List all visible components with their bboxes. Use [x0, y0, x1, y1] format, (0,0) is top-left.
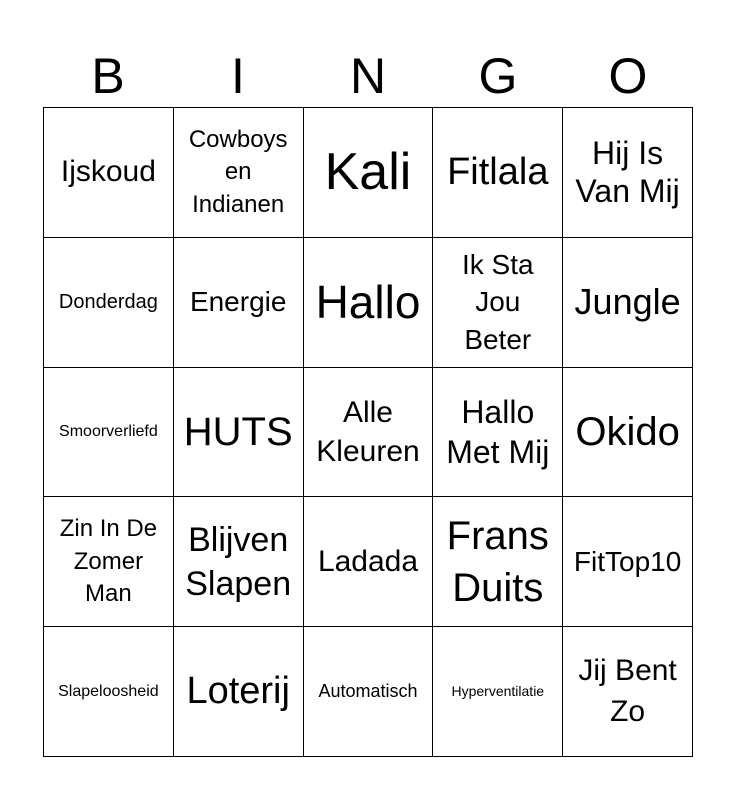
bingo-cell-text: FitTop10 [573, 545, 682, 577]
bingo-cell-text: Smoorverliefd [59, 423, 158, 441]
bingo-cell-text: Alle Kleuren [316, 395, 420, 468]
header-letter-o: O [608, 48, 648, 104]
bingo-cell-text: Automatisch [318, 680, 418, 701]
bingo-cell-text: Frans Duits [446, 513, 549, 610]
bingo-cell[interactable] [433, 497, 563, 627]
bingo-cell[interactable] [304, 368, 434, 498]
bingo-cell[interactable] [563, 238, 693, 368]
bingo-cell-text: Slapeloosheid [58, 683, 159, 700]
bingo-cell[interactable] [433, 627, 563, 757]
bingo-cell[interactable] [433, 108, 563, 238]
bingo-cell[interactable] [304, 627, 434, 757]
bingo-cell-text: Fitlala [447, 150, 549, 193]
bingo-cell[interactable] [44, 627, 174, 757]
bingo-cell-text: Cowboys en Indianen [188, 125, 288, 218]
bingo-cell[interactable] [433, 238, 563, 368]
bingo-cell[interactable] [44, 497, 174, 627]
header-letter-b: B [91, 48, 125, 104]
bingo-cell[interactable] [563, 368, 693, 498]
bingo-cell[interactable] [174, 627, 304, 757]
bingo-cell[interactable] [44, 368, 174, 498]
bingo-cell[interactable] [304, 497, 434, 627]
bingo-cell-text: Jungle [574, 281, 681, 323]
bingo-cell-text: Energie [189, 286, 287, 318]
bingo-cell[interactable] [304, 238, 434, 368]
bingo-cell-text: Donderdag [58, 291, 158, 314]
bingo-cell[interactable] [44, 108, 174, 238]
bingo-cell[interactable] [563, 627, 693, 757]
bingo-cell[interactable] [44, 238, 174, 368]
bingo-cell[interactable] [304, 108, 434, 238]
bingo-cell-text: Jij Bent Zo [578, 654, 677, 728]
bingo-cell-text: Kali [324, 142, 412, 201]
bingo-cell[interactable] [174, 238, 304, 368]
bingo-header [43, 44, 693, 108]
bingo-cell-text: Blijven Slapen [185, 520, 292, 603]
header-letter-g: G [478, 48, 518, 104]
bingo-cell[interactable] [563, 108, 693, 238]
bingo-cell[interactable] [174, 368, 304, 498]
bingo-cell-text: Ik Sta Jou Beter [461, 248, 534, 356]
bingo-card [43, 107, 693, 757]
bingo-cell-text: Hallo [315, 275, 421, 328]
bingo-cell-text: Hallo Met Mij [446, 393, 550, 470]
bingo-cell-text: Okido [575, 409, 680, 454]
header-letter-n: N [349, 48, 387, 104]
bingo-cell-text: Zin In De Zomer Man [59, 515, 158, 607]
bingo-cell[interactable] [433, 368, 563, 498]
bingo-cell-text: Ladada [317, 544, 419, 578]
bingo-cell-text: Loterij [186, 669, 290, 712]
bingo-cell[interactable] [563, 497, 693, 627]
bingo-cell[interactable] [174, 497, 304, 627]
bingo-cell-text: Hij Is Van Mij [575, 135, 680, 210]
bingo-cell[interactable] [174, 108, 304, 238]
bingo-cell-text: Hyperventilatie [451, 683, 545, 700]
bingo-cell-text: HUTS [183, 409, 293, 454]
header-letter-i: I [231, 48, 245, 104]
bingo-cell-text: Ijskoud [60, 155, 156, 189]
